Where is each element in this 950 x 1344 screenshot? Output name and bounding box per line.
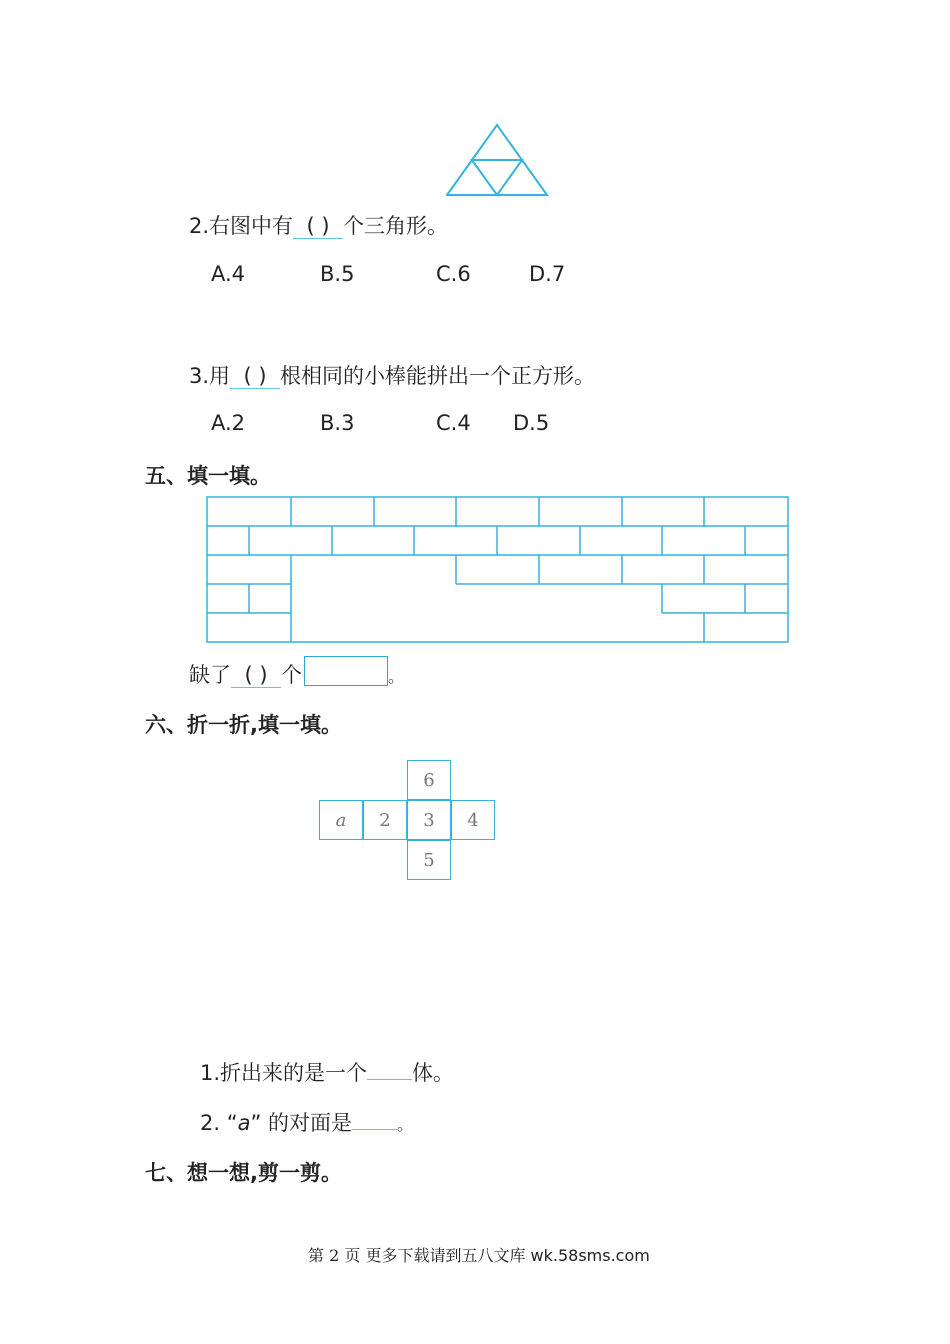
question-3: 3.用 ( ) 根相同的小棒能拼出一个正方形。: [189, 364, 596, 388]
net-face-a: a: [319, 800, 363, 840]
option-a: A.2: [211, 411, 246, 435]
option-c: C.4: [436, 411, 471, 435]
net-face-4: 4: [451, 800, 495, 840]
net-face-bottom: 5: [407, 840, 451, 880]
answer-blank[interactable]: [367, 1079, 412, 1080]
option-d: D.5: [513, 411, 550, 435]
answer-blank[interactable]: [352, 1129, 397, 1130]
footer-site-link[interactable]: wk.58sms.com: [530, 1246, 650, 1265]
answer-blank[interactable]: ( ): [231, 664, 281, 688]
fold-question-2: 2. “a” 的对面是 。: [200, 1111, 414, 1135]
net-face-3: 3: [407, 800, 451, 840]
option-b: B.3: [320, 411, 355, 435]
option-c: C.6: [436, 262, 471, 286]
missing-bricks-question: 缺了 ( ) 个 。: [189, 656, 404, 689]
option-d: D.7: [529, 262, 566, 286]
section-title: 六、折一折,填一填。: [145, 713, 342, 737]
answer-blank[interactable]: ( ): [293, 215, 343, 239]
page-footer: 第 2 页 更多下载请到五八文库 wk.58sms.com: [308, 1246, 650, 1265]
option-b: B.5: [320, 262, 355, 286]
answer-blank[interactable]: ( ): [230, 365, 280, 389]
option-a: A.4: [211, 262, 246, 286]
brick-shape: [304, 656, 388, 686]
question-2: 2.右图中有 ( ) 个三角形。: [189, 214, 449, 238]
section-title: 七、想一想,剪一剪。: [145, 1161, 342, 1185]
fold-question-1: 1.折出来的是一个 体。: [200, 1061, 455, 1085]
triangle-figure: [446, 122, 550, 198]
section-title: 五、填一填。: [145, 464, 271, 488]
net-face-top: 6: [407, 760, 451, 800]
net-face-2: 2: [363, 800, 407, 840]
cube-net: [319, 760, 497, 881]
brick-wall-figure: [205, 495, 790, 645]
